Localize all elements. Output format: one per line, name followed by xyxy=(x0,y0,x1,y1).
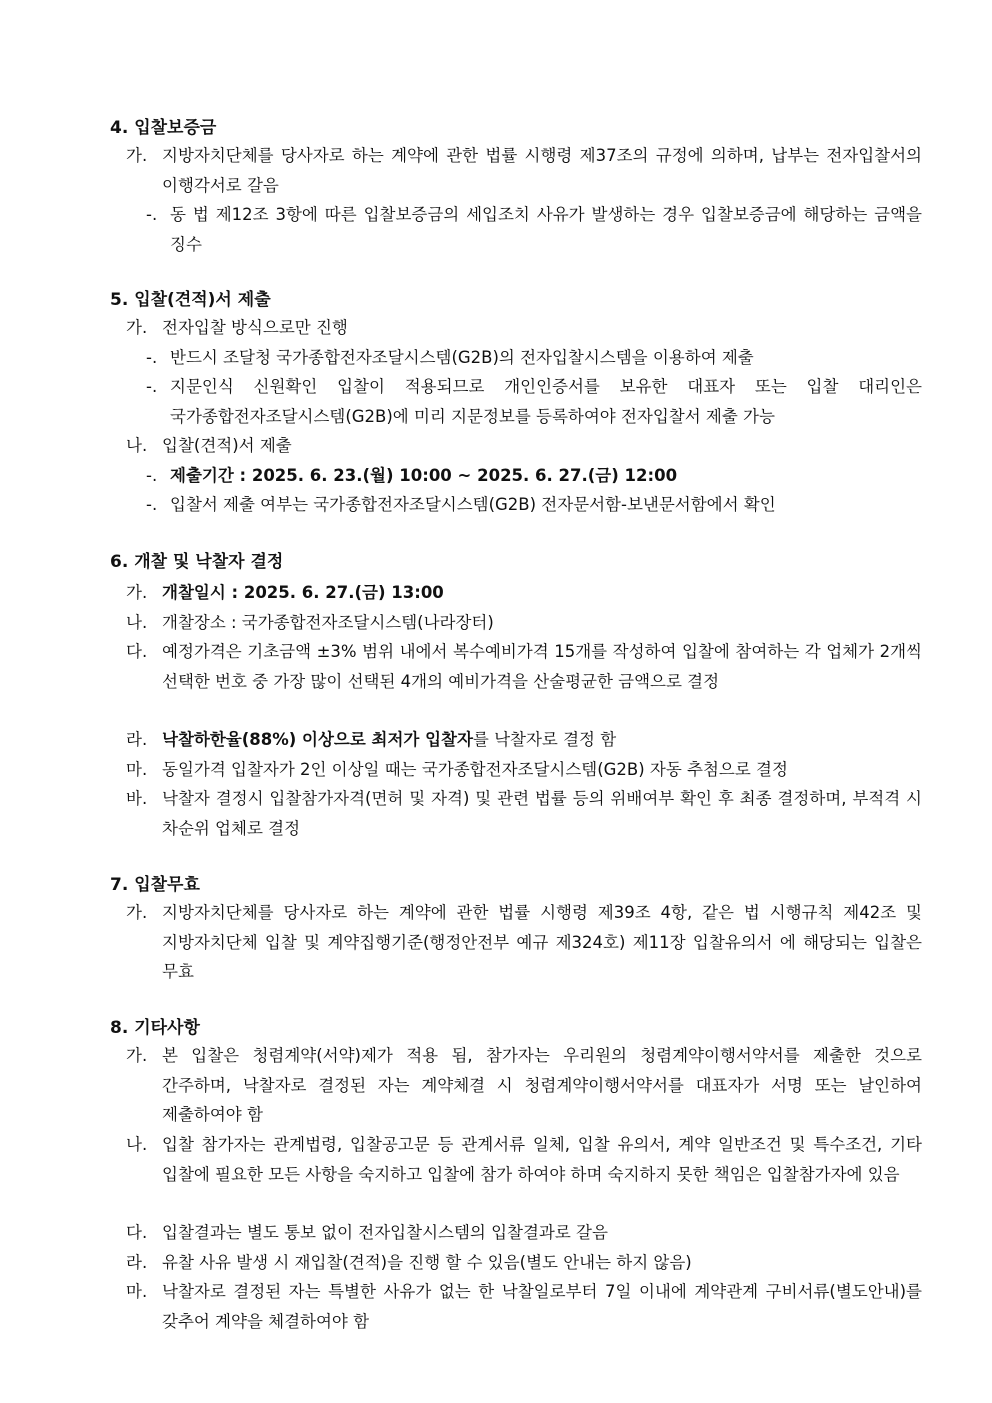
item-text: 예정가격은 기초금액 ±3% 범위 내에서 복수예비가격 15개를 작성하여 입찰에 참여하는 각 업체가 2개씩 선택한 번호 중 가장 많이 선택된 4개의 예비가격을 산술평균한 금액으로 결정 xyxy=(162,642,922,691)
list-item xyxy=(126,755,922,785)
list-item xyxy=(126,637,922,696)
list-item xyxy=(126,313,922,343)
section-heading: 4. 입찰보증금 xyxy=(110,118,217,138)
sub-list-item xyxy=(146,200,922,259)
list-item xyxy=(126,725,922,755)
list-item xyxy=(126,1277,922,1336)
item-marker: -. xyxy=(146,348,158,367)
item-text: 낙찰자 결정시 입찰참가자격(면허 및 자격) 및 관련 법률 등의 위배여부 확인 후 최종 결정하며, 부적격 시 차순위 업체로 결정 xyxy=(162,789,922,838)
item-text: 입찰(견적)서 제출 xyxy=(162,436,292,455)
item-marker: -. xyxy=(146,495,158,514)
item-text: 입찰 참가자는 관계법령, 입찰공고문 등 관계서류 일체, 입찰 유의서, 계약 일반조건 및 특수조건, 기타 입찰에 필요한 모든 사항을 숙지하고 입찰에 참가 하여야 하며 숙지하지 못한 책임은 입찰참가자에 있음 xyxy=(162,1135,922,1184)
section-heading: 7. 입찰무효 xyxy=(110,875,200,895)
section-heading: 5. 입찰(견적)서 제출 xyxy=(110,290,271,310)
item-marker: 나. xyxy=(126,436,148,455)
item-marker: 라. xyxy=(126,730,148,749)
item-marker: -. xyxy=(146,205,158,224)
item-marker: 마. xyxy=(126,1282,148,1301)
sub-list-item xyxy=(146,372,922,431)
item-marker: 가. xyxy=(126,903,148,922)
item-text: 지방자치단체를 당사자로 하는 계약에 관한 법률 시행령 제39조 4항, 같은 법 시행규칙 제42조 및 지방자치단체 입찰 및 계약집행기준(행정안전부 예규 제324호) 제11장 입찰유의서 에 해당되는 입찰은 무효 xyxy=(162,903,922,981)
item-marker: 가. xyxy=(126,583,148,602)
item-marker: 다. xyxy=(126,642,148,661)
list-item xyxy=(126,1041,922,1130)
opening-datetime: 개찰일시 : 2025. 6. 27.(금) 13:00 xyxy=(162,583,444,602)
item-text: 를 낙찰자로 결정 함 xyxy=(472,730,617,749)
item-text: 낙찰자로 결정된 자는 특별한 사유가 없는 한 낙찰일로부터 7일 이내에 계약관계 구비서류(별도안내)를 갖추어 계약을 체결하여야 함 xyxy=(162,1282,922,1331)
list-item xyxy=(126,1248,922,1278)
sub-list-item xyxy=(146,461,922,491)
item-marker: 가. xyxy=(126,146,148,165)
item-marker: 가. xyxy=(126,318,148,337)
section-heading: 6. 개찰 및 낙찰자 결정 xyxy=(110,552,284,572)
list-item xyxy=(126,784,922,843)
lower-limit-rate: 낙찰하한율(88%) 이상으로 최저가 입찰자 xyxy=(162,730,473,749)
item-marker: 마. xyxy=(126,760,148,779)
item-text: 지방자치단체를 당사자로 하는 계약에 관한 법률 시행령 제37조의 규정에 의하며, 납부는 전자입찰서의 이행각서로 갈음 xyxy=(162,146,922,195)
item-text: 유찰 사유 발생 시 재입찰(견적)을 진행 할 수 있음(별도 안내는 하지 않음) xyxy=(162,1253,692,1272)
item-marker: -. xyxy=(146,377,158,396)
list-item xyxy=(126,898,922,987)
item-text: 동일가격 입찰자가 2인 이상일 때는 국가종합전자조달시스템(G2B) 자동 추첨으로 결정 xyxy=(162,760,788,779)
sub-list-item xyxy=(146,490,922,520)
item-marker: -. xyxy=(146,466,158,485)
item-marker: 다. xyxy=(126,1223,148,1242)
item-text: 전자입찰 방식으로만 진행 xyxy=(162,318,348,337)
list-item xyxy=(126,1130,922,1189)
item-marker: 가. xyxy=(126,1046,148,1065)
item-text: 입찰서 제출 여부는 국가종합전자조달시스템(G2B) 전자문서함-보낸문서함에서 확인 xyxy=(170,495,776,514)
list-item xyxy=(126,1218,922,1248)
item-text: 동 법 제12조 3항에 따른 입찰보증금의 세입조치 사유가 발생하는 경우 입찰보증금에 해당하는 금액을 징수 xyxy=(170,205,922,254)
item-marker: 바. xyxy=(126,789,148,808)
list-item xyxy=(126,141,922,200)
item-text: 반드시 조달청 국가종합전자조달시스템(G2B)의 전자입찰시스템을 이용하여 제출 xyxy=(170,348,754,367)
item-text: 지문인식 신원확인 입찰이 적용되므로 개인인증서를 보유한 대표자 또는 입찰 대리인은 국가종합전자조달시스템(G2B)에 미리 지문정보를 등록하여야 전자입찰서 제출 가능 xyxy=(170,377,922,426)
section-heading: 8. 기타사항 xyxy=(110,1018,200,1038)
item-marker: 나. xyxy=(126,1135,148,1154)
item-text: 입찰결과는 별도 통보 없이 전자입찰시스템의 입찰결과로 갈음 xyxy=(162,1223,608,1242)
submission-period: 제출기간 : 2025. 6. 23.(월) 10:00 ~ 2025. 6. 27.(금) 12:00 xyxy=(170,466,678,485)
list-item xyxy=(126,431,922,461)
item-text: 개찰장소 : 국가종합전자조달시스템(나라장터) xyxy=(162,613,494,632)
sub-list-item xyxy=(146,343,922,373)
item-marker: 나. xyxy=(126,613,148,632)
item-marker: 라. xyxy=(126,1253,148,1272)
item-text: 본 입찰은 청렴계약(서약)제가 적용 됨, 참가자는 우리원의 청렴계약이행서약서를 제출한 것으로 간주하며, 낙찰자로 결정된 자는 계약체결 시 청렴계약이행서약서를 대표자가 서명 또는 날인하여 제출하여야 함 xyxy=(162,1046,922,1124)
list-item xyxy=(126,608,922,638)
list-item xyxy=(126,578,922,608)
